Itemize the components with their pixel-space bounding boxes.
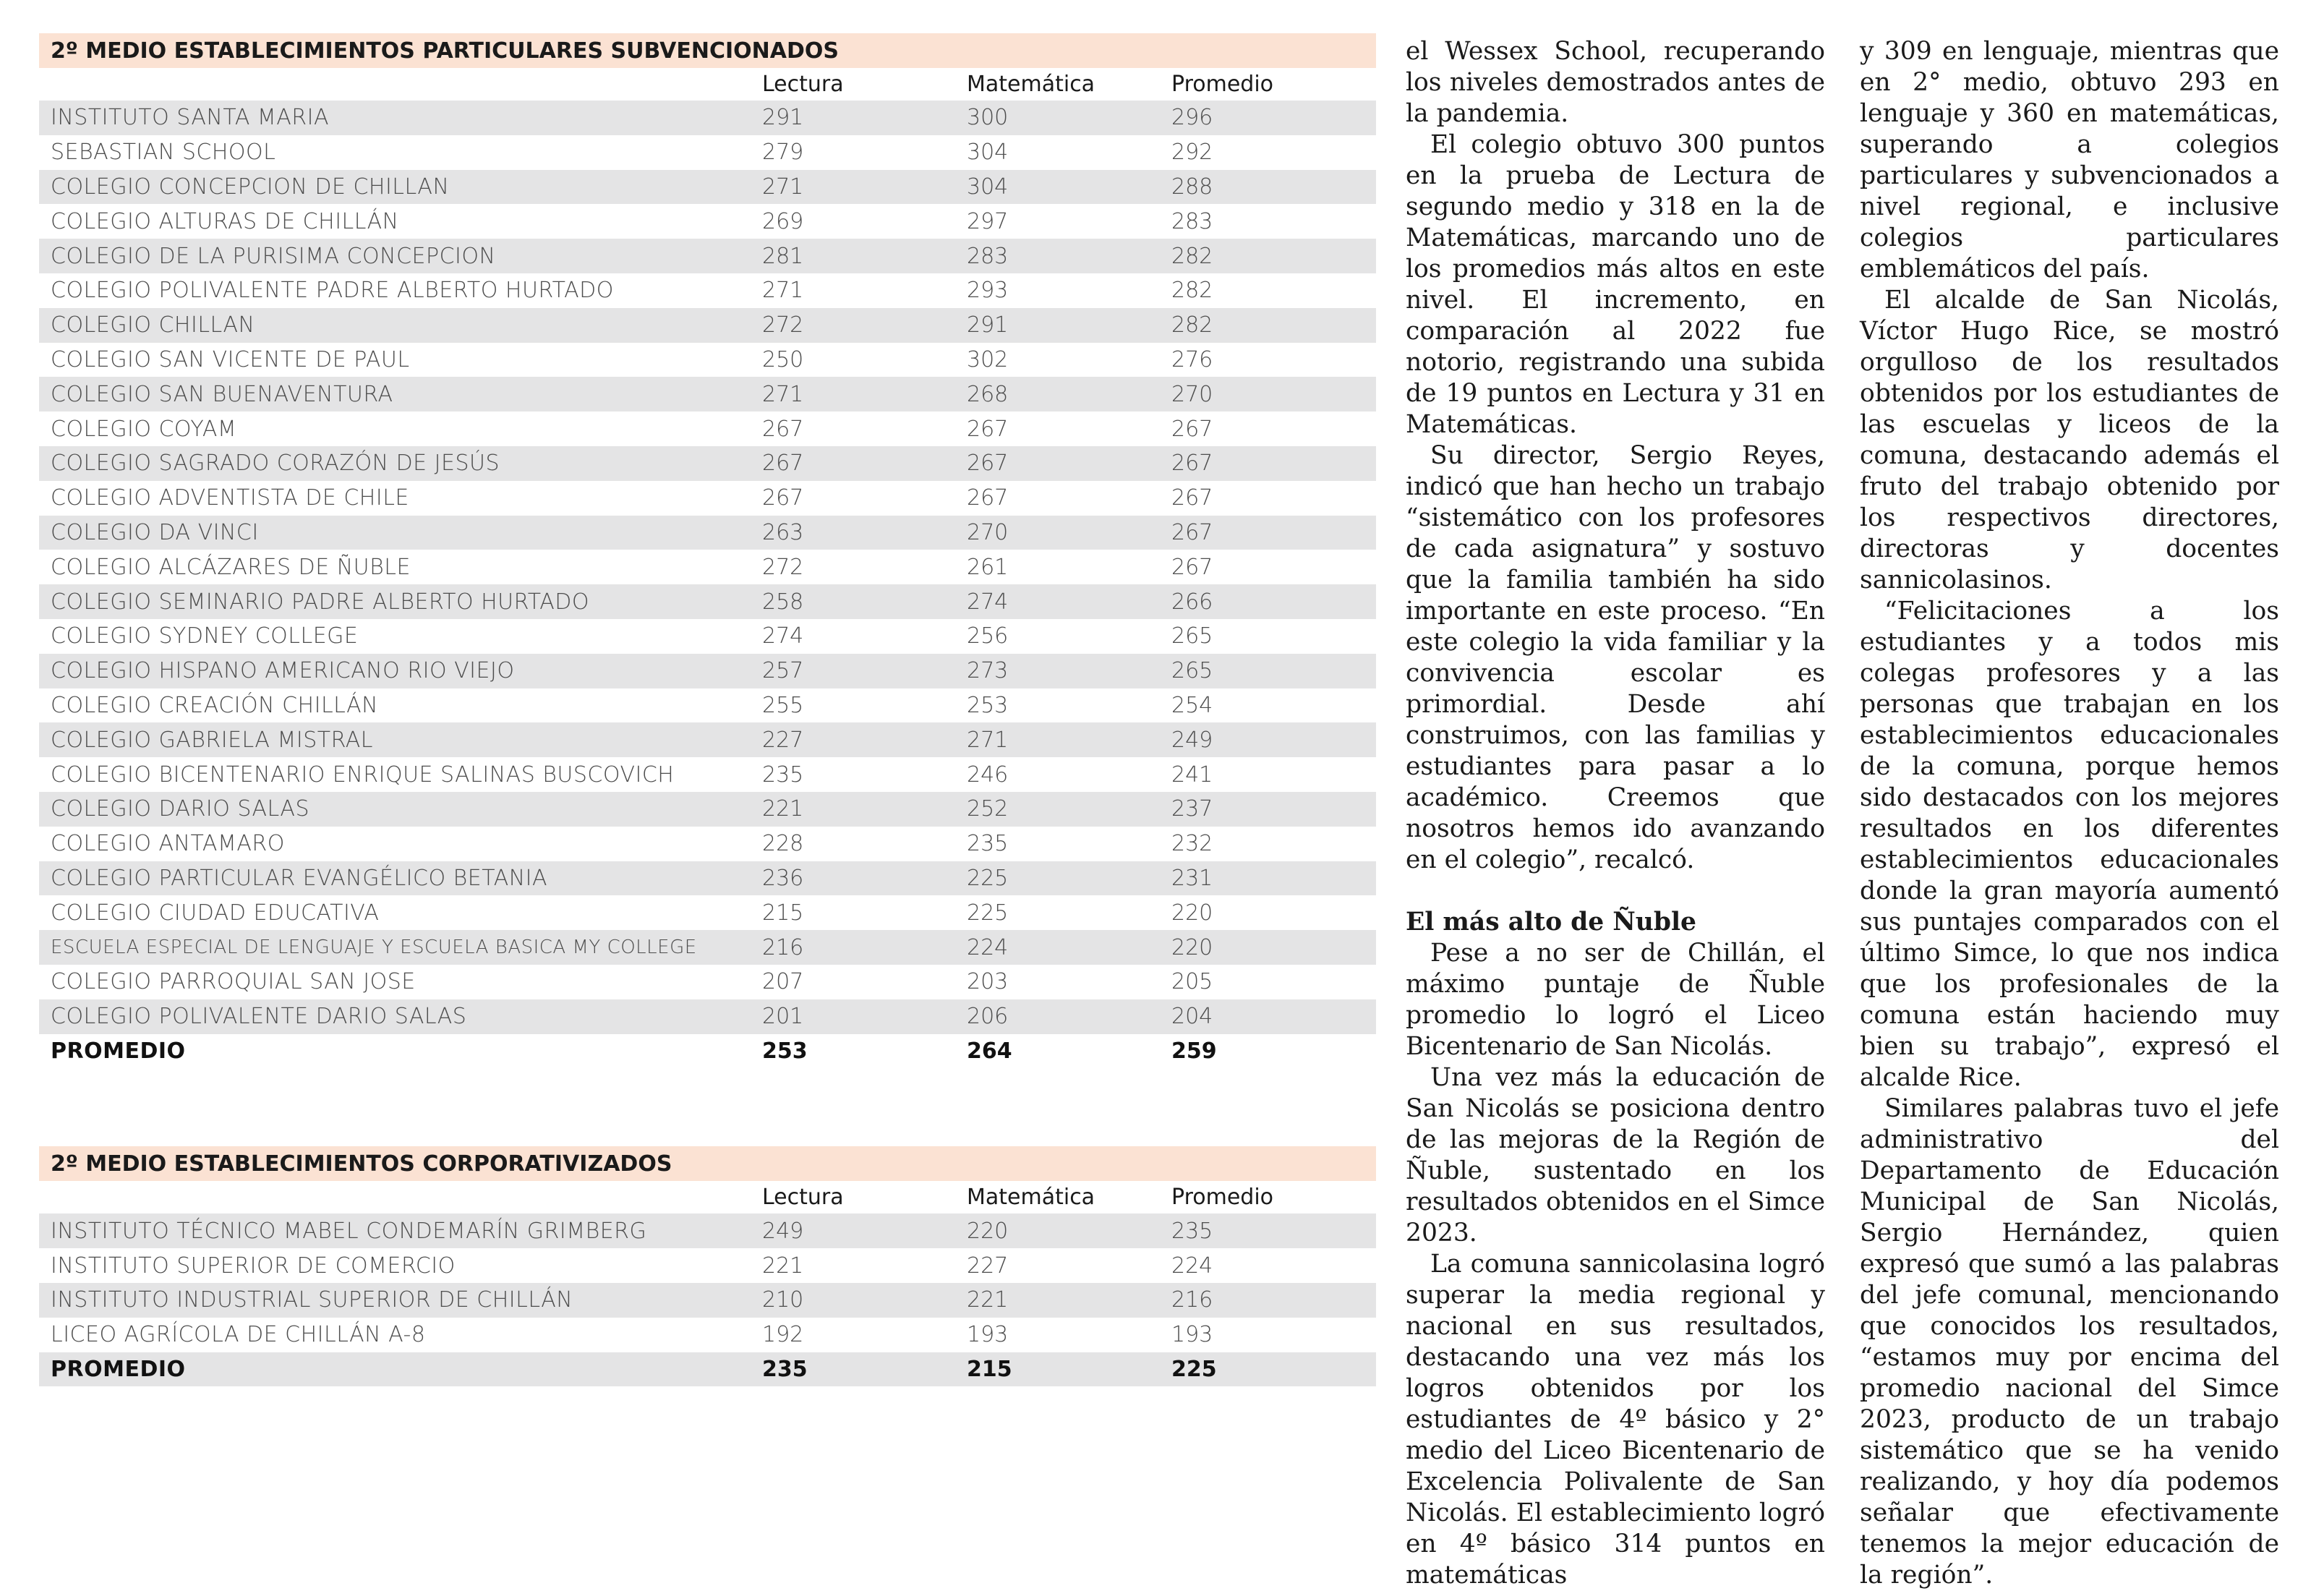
table-row	[39, 550, 1376, 584]
score-matematica: 261	[967, 554, 1009, 580]
score-lectura: 271	[762, 278, 804, 304]
score-promedio: 288	[1171, 170, 1376, 205]
score-promedio: 237	[1171, 792, 1376, 827]
table-row	[39, 965, 1376, 999]
article-paragraph: Una vez más la educación de San Nicolás se posiciona dentro de las mejoras de la Región de Ñuble, sustentado en los resultados obtenidos en el Simce 2023.	[1406, 1063, 1825, 1247]
score-promedio: 282	[1171, 239, 1376, 273]
score-lectura: 263	[762, 516, 967, 550]
score-promedio: 241	[1171, 762, 1213, 788]
score-matematica: 267	[967, 485, 1009, 511]
score-matematica: 271	[967, 722, 1171, 757]
table-row	[39, 722, 1376, 757]
score-lectura: 221	[762, 792, 967, 827]
school-name: COLEGIO COYAM	[51, 416, 237, 442]
school-name: COLEGIO POLIVALENTE PADRE ALBERTO HURTADO	[51, 278, 614, 304]
school-name: COLEGIO POLIVALENTE DARIO SALAS	[39, 999, 762, 1034]
score-lectura: 228	[762, 831, 804, 857]
score-matematica: 267	[967, 416, 1009, 442]
score-matematica: 193	[967, 1322, 1009, 1348]
score-matematica: 220	[967, 1213, 1171, 1248]
score-lectura: 236	[762, 861, 967, 896]
score-lectura: 271	[762, 170, 967, 205]
table-particulares-subvencionados	[39, 33, 1376, 1068]
score-lectura: 291	[762, 101, 967, 135]
score-promedio: 267	[1171, 446, 1376, 481]
score-matematica: 235	[967, 831, 1009, 857]
score-lectura: 271	[762, 377, 967, 411]
school-name: COLEGIO ALTURAS DE CHILLÁN	[51, 208, 399, 234]
score-lectura: 216	[762, 930, 967, 965]
table-row	[39, 654, 1376, 688]
score-lectura: 267	[762, 416, 804, 442]
col-header-promedio: Promedio	[1171, 1185, 1274, 1211]
table-row	[39, 170, 1376, 205]
score-lectura: 255	[762, 692, 804, 718]
score-lectura: 253	[762, 1038, 808, 1064]
article-paragraph: Pese a no ser de Chillán, el máximo puntaje de Ñuble promedio lo logró el Liceo Bicentenario de San Nicolás.	[1406, 939, 1825, 1061]
score-matematica: 300	[967, 101, 1171, 135]
score-matematica: 225	[967, 861, 1171, 896]
table-row	[39, 861, 1376, 896]
school-name: INSTITUTO INDUSTRIAL SUPERIOR DE CHILLÁN	[39, 1283, 762, 1318]
table-row	[39, 135, 1376, 170]
school-name: INSTITUTO SUPERIOR DE COMERCIO	[51, 1253, 456, 1279]
score-promedio: 204	[1171, 999, 1376, 1034]
article-paragraph: “Felicitaciones a los estudiantes y a todos mis colegas profesores y a las personas que trabajan en los establecimientos educacionales de la comuna, porque hemos sido destacados con los mejores resultados en los diferentes establecimientos educacionales donde la gran mayoría aumentó sus puntajes comparados con el último Simce, lo que nos indica que los profesionales de la comuna están haciendo muy bien su trabajo”, expresó el alcalde Rice.	[1860, 597, 2279, 1092]
score-lectura: 257	[762, 654, 967, 688]
school-name: COLEGIO ALCÁZARES DE ÑUBLE	[51, 554, 411, 580]
score-matematica: 221	[967, 1283, 1171, 1318]
score-lectura: 201	[762, 999, 967, 1034]
school-name: COLEGIO BICENTENARIO ENRIQUE SALINAS BUSCOVICH	[51, 762, 675, 788]
table-row	[39, 584, 1376, 619]
score-matematica: 302	[967, 346, 1009, 372]
table-title: 2º MEDIO ESTABLECIMIENTOS PARTICULARES SUBVENCIONADOS	[39, 33, 1376, 68]
score-promedio: 267	[1171, 485, 1213, 511]
score-lectura: 250	[762, 346, 804, 372]
score-promedio: 270	[1171, 377, 1376, 411]
school-name: INSTITUTO SANTA MARIA	[39, 101, 762, 135]
table-row	[39, 1283, 1376, 1318]
school-name: COLEGIO SAN VICENTE DE PAUL	[51, 346, 410, 372]
table-row	[39, 792, 1376, 827]
article-paragraph: El colegio obtuvo 300 puntos en la prueba de Lectura de segundo medio y 318 en la de Matemáticas, marcando uno de los promedios más altos en este nivel. El incremento, en comparación al 2022 fue notorio, registrando una subida de 19 puntos en Lectura y 31 en Matemáticas.	[1406, 130, 1825, 439]
score-matematica: 264	[967, 1038, 1012, 1064]
score-lectura: 269	[762, 208, 804, 234]
score-promedio: 282	[1171, 278, 1213, 304]
score-lectura: 221	[762, 1253, 804, 1279]
score-matematica: 270	[967, 516, 1171, 550]
score-matematica: 291	[967, 308, 1171, 343]
school-name: COLEGIO ANTAMARO	[51, 831, 285, 857]
col-header-matematica: Matemática	[967, 72, 1095, 97]
school-name: COLEGIO CREACIÓN CHILLÁN	[51, 692, 379, 718]
score-promedio: 216	[1171, 1283, 1376, 1318]
score-matematica: 206	[967, 999, 1171, 1034]
score-promedio: 224	[1171, 1253, 1213, 1279]
table-row	[39, 757, 1376, 792]
score-matematica: 224	[967, 930, 1171, 965]
school-name: SEBASTIAN SCHOOL	[51, 140, 276, 166]
score-matematica: 256	[967, 623, 1009, 649]
score-promedio: 231	[1171, 861, 1376, 896]
score-promedio: 232	[1171, 831, 1213, 857]
score-promedio: 267	[1171, 416, 1213, 442]
article-paragraph: La comuna sannicolasina logró superar la media regional y nacional en sus resultados, destacando una vez más los logros obtenidos por los estudiantes de 4º básico y 2° medio del Liceo Bicentenario de Excelencia Polivalente de San Nicolás. El establecimiento logró en 4º básico 314 puntos en matemáticas	[1406, 1250, 1825, 1590]
score-promedio: 282	[1171, 308, 1376, 343]
score-promedio: 225	[1171, 1352, 1376, 1387]
article-paragraph: y 309 en lenguaje, mientras que en 2° medio, obtuvo 293 en lenguaje y 360 en matemáticas, superando a colegios particulares y subvencionados a nivel regional, e inclusive colegios particulares emblemáticos del país.	[1860, 37, 2279, 283]
score-lectura: 207	[762, 969, 804, 995]
score-promedio: 259	[1171, 1038, 1217, 1064]
school-name: COLEGIO GABRIELA MISTRAL	[39, 722, 762, 757]
score-promedio: 292	[1171, 140, 1213, 166]
score-matematica: 304	[967, 170, 1171, 205]
score-lectura: 267	[762, 446, 967, 481]
score-matematica: 246	[967, 762, 1009, 788]
score-matematica: 293	[967, 278, 1009, 304]
school-name: COLEGIO SYDNEY COLLEGE	[51, 623, 359, 649]
table-row	[39, 343, 1376, 378]
score-matematica: 227	[967, 1253, 1009, 1279]
article-subheading: El más alto de Ñuble	[1406, 908, 1697, 937]
score-matematica: 225	[967, 900, 1009, 926]
school-name: ESCUELA ESPECIAL DE LENGUAJE Y ESCUELA BASICA MY COLLEGE	[39, 930, 762, 965]
col-header-lectura: Lectura	[762, 72, 844, 97]
score-matematica: 283	[967, 239, 1171, 273]
score-lectura: 272	[762, 308, 967, 343]
score-promedio: 205	[1171, 969, 1213, 995]
score-matematica: 267	[967, 446, 1171, 481]
table-row	[39, 1248, 1376, 1283]
article-column-1	[1406, 36, 1825, 1591]
school-name: COLEGIO DARIO SALAS	[39, 792, 762, 827]
table-row	[39, 446, 1376, 481]
score-lectura: 272	[762, 554, 804, 580]
school-name: COLEGIO CIUDAD EDUCATIVA	[51, 900, 380, 926]
score-promedio: 283	[1171, 208, 1213, 234]
score-lectura: 249	[762, 1213, 967, 1248]
school-name: COLEGIO CHILLAN	[39, 308, 762, 343]
score-promedio: 193	[1171, 1322, 1213, 1348]
score-lectura: 227	[762, 722, 967, 757]
school-name: COLEGIO CONCEPCION DE CHILLAN	[39, 170, 762, 205]
table-row	[39, 895, 1376, 930]
score-lectura: 215	[762, 900, 804, 926]
col-header-lectura: Lectura	[762, 1185, 844, 1211]
col-header-promedio: Promedio	[1171, 72, 1274, 97]
table-row	[39, 239, 1376, 273]
article-paragraph: El alcalde de San Nicolás, Víctor Hugo Rice, se mostró orgulloso de los resultados obtenidos por los estudiantes de las escuelas y liceos de la comuna, destacando además el fruto del trabajo obtenido por los respectivos directores, directoras y docentes sannicolasinos.	[1860, 286, 2279, 594]
score-lectura: 258	[762, 584, 967, 619]
table-row	[39, 411, 1376, 446]
score-promedio: 276	[1171, 346, 1213, 372]
table-row	[39, 481, 1376, 516]
school-name: COLEGIO SAN BUENAVENTURA	[39, 377, 762, 411]
score-promedio: 254	[1171, 692, 1213, 718]
article-paragraph: Similares palabras tuvo el jefe administrativo del Departamento de Educación Municipal de San Nicolás, Sergio Hernández, quien expresó que sumó a las palabras del jefe comunal, mencionando que conocidos los resultados, “estamos muy por encima del promedio nacional del Simce 2023, producto de un trabajo sistemático que se ha venido realizando, y hoy día podemos señalar que efectivamente tenemos la mejor educación de la región”.	[1860, 1094, 2279, 1590]
score-matematica: 203	[967, 969, 1009, 995]
school-name: COLEGIO ADVENTISTA DE CHILE	[51, 485, 409, 511]
table-row	[39, 688, 1376, 723]
score-lectura: 235	[762, 762, 804, 788]
score-promedio: 265	[1171, 654, 1376, 688]
score-lectura: 274	[762, 623, 804, 649]
school-name: COLEGIO PARTICULAR EVANGÉLICO BETANIA	[39, 861, 762, 896]
score-lectura: 192	[762, 1322, 804, 1348]
score-matematica: 273	[967, 654, 1171, 688]
score-promedio: 296	[1171, 101, 1376, 135]
table-row	[39, 1213, 1376, 1248]
school-name: COLEGIO SEMINARIO PADRE ALBERTO HURTADO	[39, 584, 762, 619]
score-promedio: 220	[1171, 930, 1376, 965]
score-matematica: 215	[967, 1352, 1171, 1387]
table-row	[39, 999, 1376, 1034]
score-promedio: 266	[1171, 584, 1376, 619]
article-paragraph: Su director, Sergio Reyes, indicó que han hecho un trabajo “sistemático con los profesores de cada asignatura” y sostuvo que la familia también ha sido importante en este proceso. “En este colegio la vida familiar y la convivencia escolar es primordial. Desde ahí construimos, con las familias y estudiantes para pasar a lo académico. Creemos que nosotros hemos ido avanzando en el colegio”, recalcó.	[1406, 441, 1825, 874]
score-promedio: 267	[1171, 516, 1376, 550]
score-matematica: 253	[967, 692, 1009, 718]
score-lectura: 235	[762, 1352, 967, 1387]
table-row	[39, 1318, 1376, 1352]
score-matematica: 304	[967, 140, 1009, 166]
table-total-row	[39, 1352, 1376, 1387]
school-name: COLEGIO HISPANO AMERICANO RIO VIEJO	[39, 654, 762, 688]
article-column-2	[1860, 36, 2279, 1591]
col-header-matematica: Matemática	[967, 1185, 1095, 1211]
score-promedio: 220	[1171, 900, 1213, 926]
total-label: PROMEDIO	[51, 1038, 186, 1064]
score-matematica: 252	[967, 792, 1171, 827]
table-corporativizados	[39, 1146, 1376, 1386]
table-row	[39, 377, 1376, 411]
table-row	[39, 827, 1376, 861]
school-name: COLEGIO PARROQUIAL SAN JOSE	[51, 969, 416, 995]
table-row	[39, 204, 1376, 239]
table-total-row	[39, 1034, 1376, 1069]
school-name: COLEGIO DA VINCI	[39, 516, 762, 550]
table-title: 2º MEDIO ESTABLECIMIENTOS CORPORATIVIZADOS	[39, 1146, 1376, 1181]
table-row	[39, 930, 1376, 965]
score-promedio: 235	[1171, 1213, 1376, 1248]
school-name: COLEGIO DE LA PURISIMA CONCEPCION	[39, 239, 762, 273]
score-lectura: 279	[762, 140, 804, 166]
table-row	[39, 273, 1376, 308]
school-name: COLEGIO SAGRADO CORAZÓN DE JESÚS	[39, 446, 762, 481]
score-lectura: 210	[762, 1283, 967, 1318]
table-row	[39, 308, 1376, 343]
table-row	[39, 101, 1376, 135]
table-row	[39, 619, 1376, 654]
score-promedio: 249	[1171, 722, 1376, 757]
score-lectura: 267	[762, 485, 804, 511]
tables-area	[39, 33, 1376, 1386]
article-paragraph: el Wessex School, recuperando los niveles demostrados antes de la pandemia.	[1406, 37, 1825, 128]
score-matematica: 268	[967, 377, 1171, 411]
table-row	[39, 516, 1376, 550]
score-lectura: 281	[762, 239, 967, 273]
school-name: INSTITUTO TÉCNICO MABEL CONDEMARÍN GRIMBERG	[39, 1213, 762, 1248]
score-matematica: 297	[967, 208, 1009, 234]
score-promedio: 265	[1171, 623, 1213, 649]
school-name: LICEO AGRÍCOLA DE CHILLÁN A-8	[51, 1322, 426, 1348]
total-label: PROMEDIO	[39, 1352, 762, 1387]
score-promedio: 267	[1171, 554, 1213, 580]
score-matematica: 274	[967, 584, 1171, 619]
